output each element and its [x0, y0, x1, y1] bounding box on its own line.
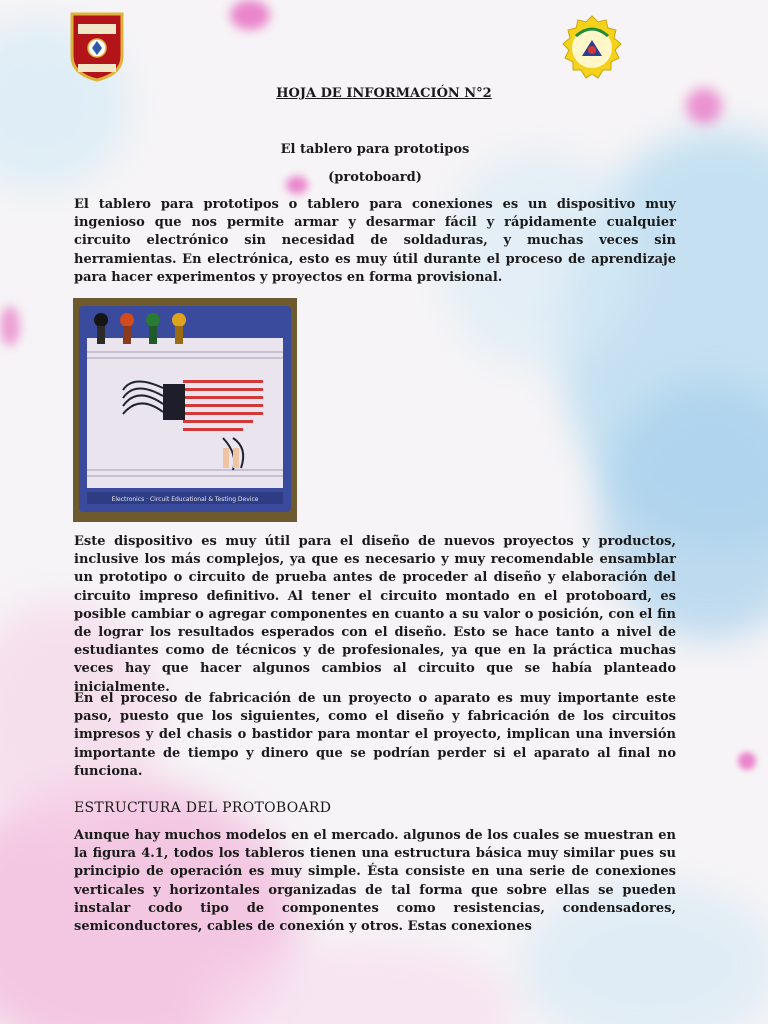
subtitle-protoboard: (protoboard): [328, 170, 422, 185]
protoboard-photo: [73, 298, 297, 522]
electronica-logo: [546, 12, 638, 92]
paragraph-fabrication: En el proceso de fabricación de un proyecto o aparato es muy importante este paso, puesto que los siguientes, como el diseño y fabricación de los circuitos impresos y del chasis o bastidor para montar el proyecto, implican una inversión importante de tiempo y dinero que se podrían perder si el aparato al final no funciona.: [74, 691, 676, 779]
institute-crest-logo: [68, 10, 126, 82]
paragraph-usefulness: Este dispositivo es muy útil para el diseño de nuevos proyectos y productos, inclusive los más complejos, ya que es necesario y muy recomendable ensamblar un prototipo o circuito de prueba antes de proceder al diseño y elaboración del circuito impreso definitivo. Al tener el circuito montado en el protoboard, es posible cambiar o agregar componentes en cuanto a su valor o posición, con el fin de lograr los resultados esperados con el diseño. Esto se hace tanto a nivel de estudiantes como de técnicos y de profesionales, ya que en la práctica muchas veces hay que hacer algunos cambios al circuito que se había planteado inicialmente.: [74, 534, 676, 695]
section-heading-structure: ESTRUCTURA DEL PROTOBOARD: [74, 800, 332, 816]
document-title: HOJA DE INFORMACIÓN N°2: [276, 86, 492, 101]
photo-caption-text: Electronics · Circuit Educational & Testing Device: [111, 496, 259, 503]
paragraph-structure: Aunque hay muchos modelos en el mercado. algunos de los cuales se muestran en la figura 4.1, todos los tableros tienen una estructura básica muy similar pues su principio de operación es muy simple. Ésta consiste en una serie de conexiones verticales y horizontales organizadas de tal forma que sobre ellas se pueden instalar codo tipo de componentes como resistencias, condensadores, semiconductores, cables de conexión y otros. Estas conexiones: [74, 828, 676, 935]
subtitle: El tablero para prototipos: [280, 142, 470, 157]
intro-paragraph: El tablero para prototipos o tablero para conexiones es un dispositivo muy ingenioso que nos permite armar y desarmar fácil y rápidamente cualquier circuito electrónico sin necesidad de soldaduras, y muchas veces sin herramientas. En electrónica, esto es muy útil durante el proceso de aprendizaje para hacer experimentos y proyectos en forma provisional.: [74, 197, 676, 285]
